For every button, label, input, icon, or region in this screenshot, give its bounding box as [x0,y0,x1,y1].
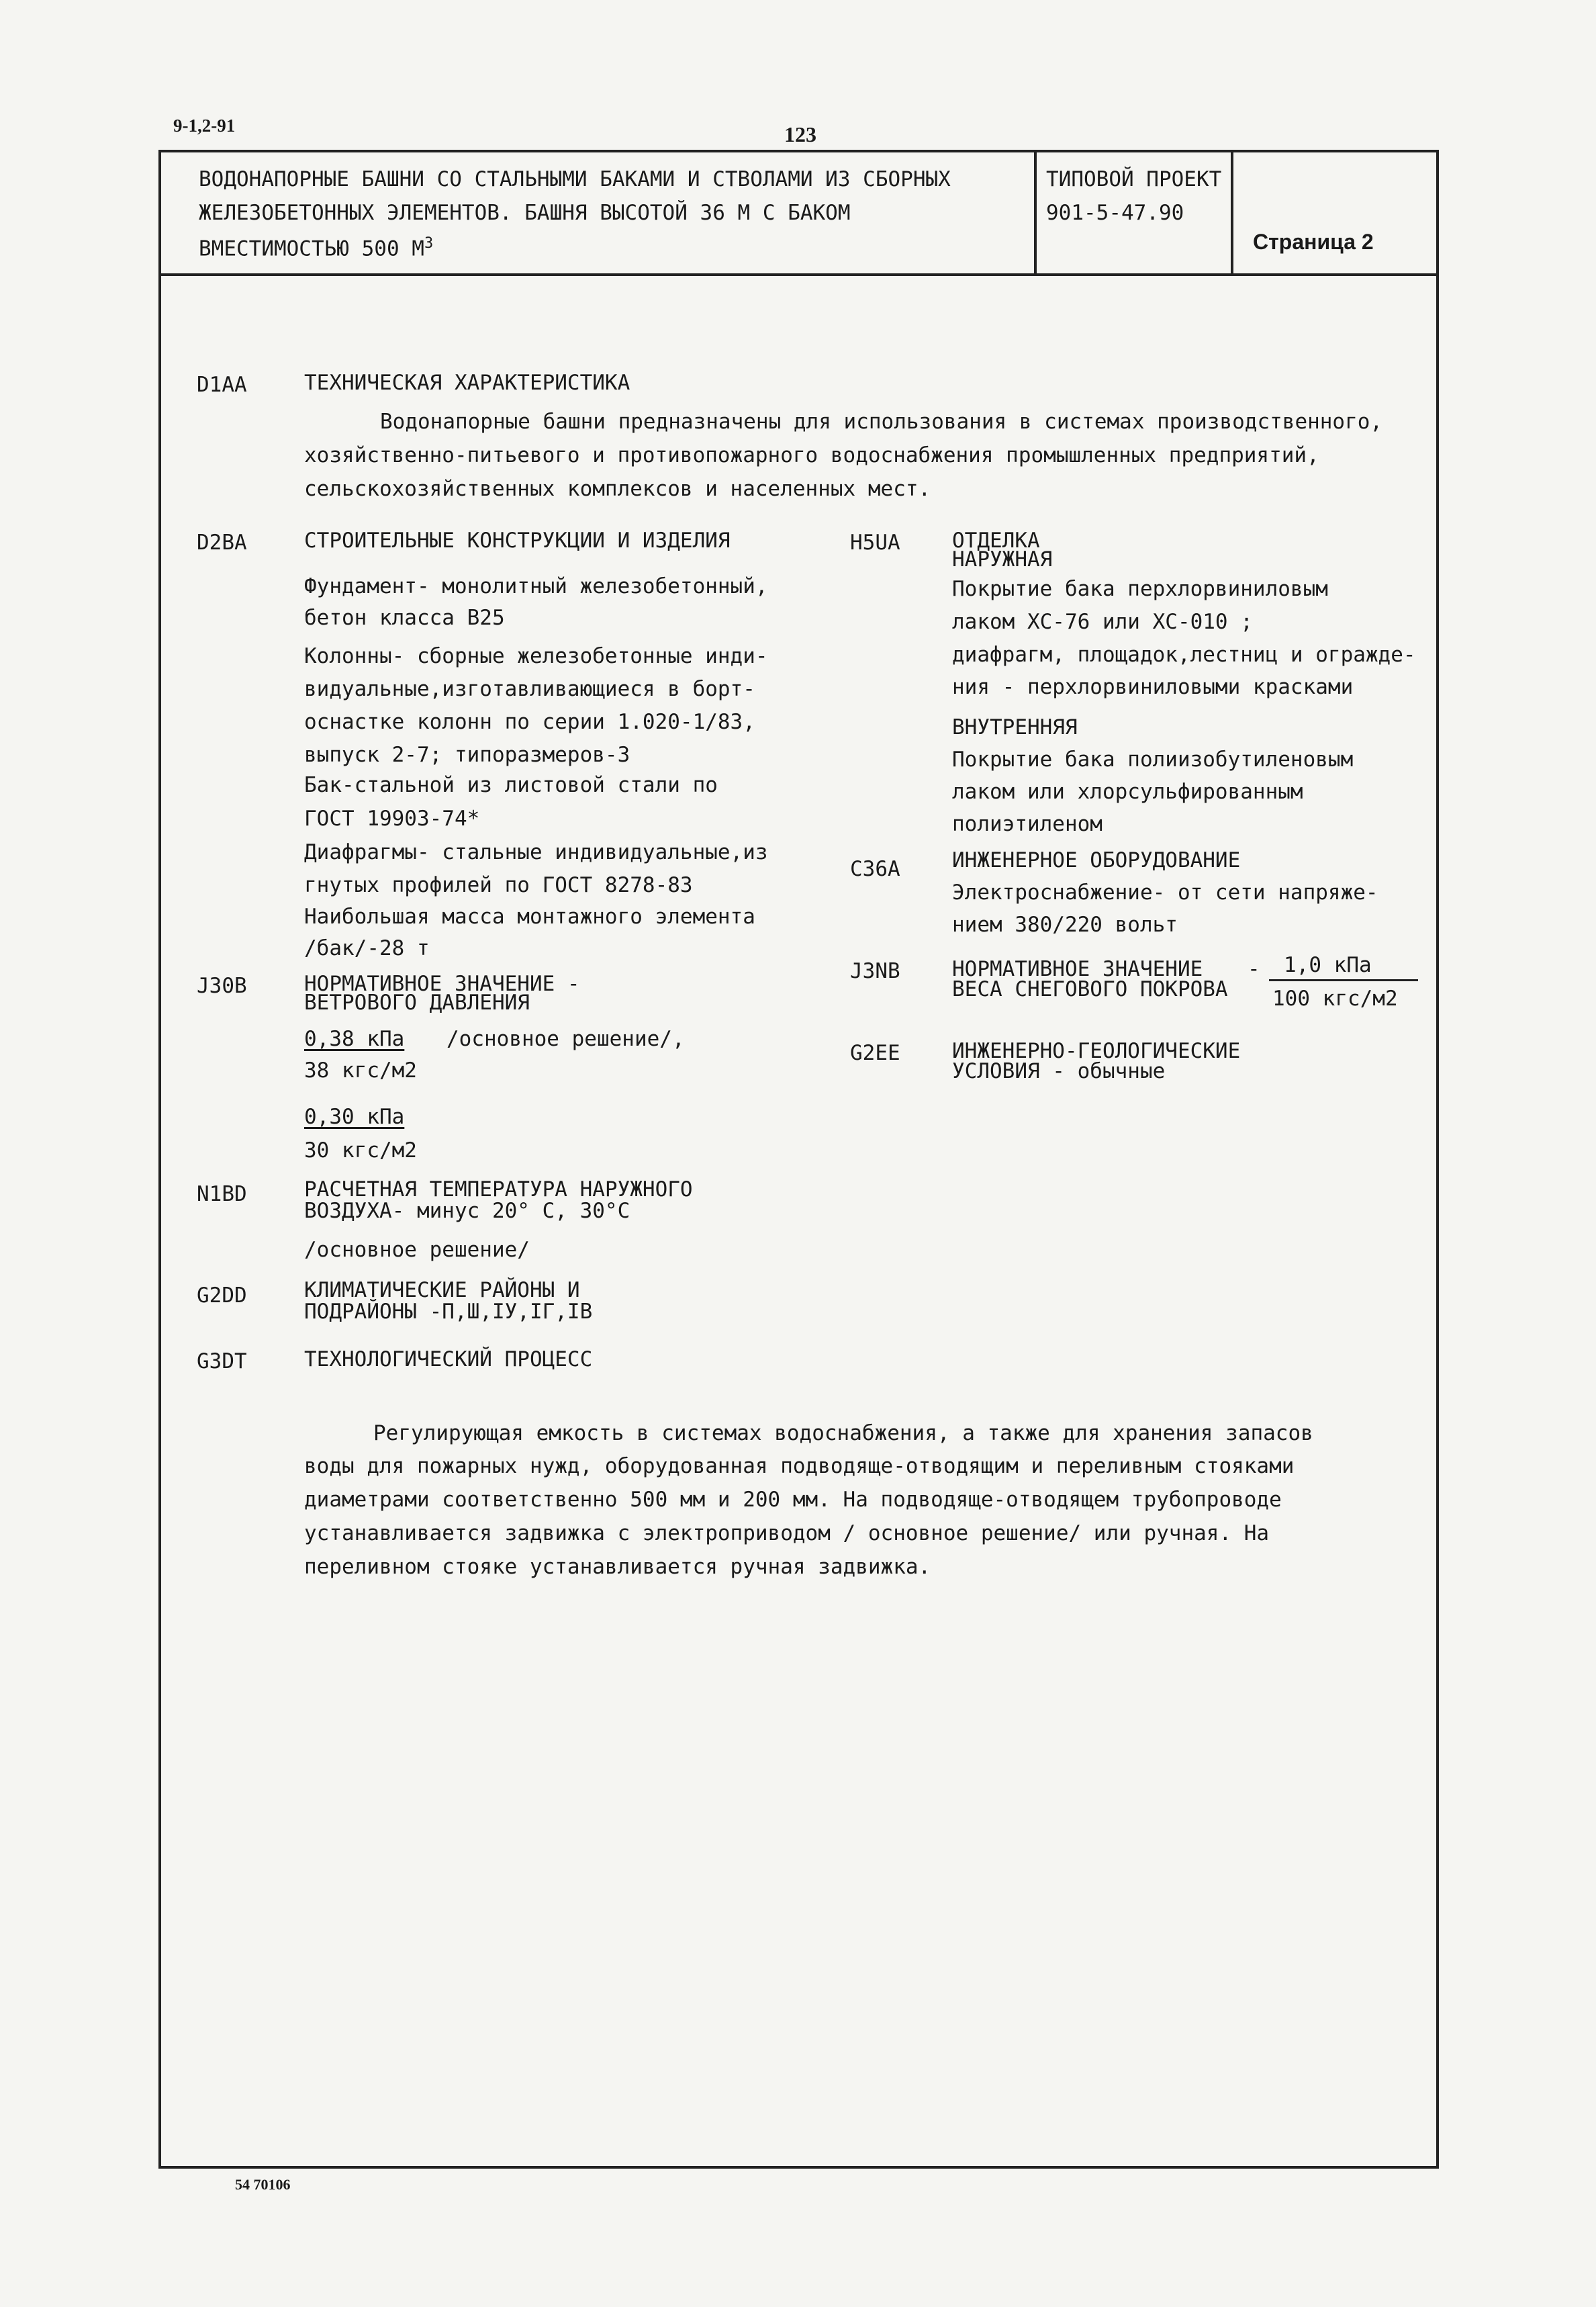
text-line: Покрытие бака полиизобутиленовым [952,748,1354,772]
text-line: /основное решение/ [304,1238,530,1262]
text-line: Бак-стальной из листовой стали по [304,773,718,797]
wind-value-main: 0,38 кПа [304,1027,405,1051]
section-code: D2BA [197,531,247,555]
project-number: 901-5-47.90 [1046,201,1184,225]
section-code: H5UA [850,531,900,555]
section-title-2: ПОДРАЙОНЫ -П,Ш,IУ,IГ,IВ [304,1300,593,1324]
footer-code: 54 70106 [235,2176,291,2193]
section-title: ТЕХНИЧЕСКАЯ ХАРАКТЕРИСТИКА [304,371,630,395]
section-title-2: УСЛОВИЯ - обычные [952,1059,1166,1083]
text-line: устанавливается задвижка с электроприводом / основное решение/ или ручная. На [304,1521,1270,1545]
section-title: КЛИМАТИЧЕСКИЕ РАЙОНЫ И [304,1278,580,1302]
text-line: ГОСТ 19903-74* [304,807,480,831]
subsection-title: ВНУТРЕННЯЯ [952,715,1078,739]
section-code: J30B [197,974,247,998]
text-line: Покрытие бака перхлорвиниловым [952,577,1328,601]
text-line: Электроснабжение- от сети напряже- [952,880,1378,905]
section-code: J3NB [850,959,900,983]
text-line: лаком или хлорсульфированным [952,780,1303,804]
text-line: нием 380/220 вольт [952,913,1178,937]
text-line: Регулирующая емкость в системах водоснабжения, а также для хранения запасов [373,1421,1313,1445]
section-title: РАСЧЕТНАЯ ТЕМПЕРАТУРА НАРУЖНОГО [304,1177,693,1202]
text-line: диаметрами соответственно 500 мм и 200 мм. На подводяще-отводящем трубопроводе [304,1488,1282,1512]
section-title-2: ВОЗДУХА- минус 20° С, 30°С [304,1199,630,1223]
wind-value-main-kgs: 38 кгс/м2 [304,1058,417,1083]
title-line-2: ЖЕЛЕЗОБЕТОННЫХ ЭЛЕМЕНТОВ. БАШНЯ ВЫСОТОЙ 36 М С БАКОМ [199,201,851,225]
text-line: воды для пожарных нужд, оборудованная подводяще-отводящим и переливным стояками [304,1454,1295,1478]
text-line: оснастке колонн по серии 1.020-1/83, [304,710,755,734]
subsection-title: НАРУЖНАЯ [952,547,1053,572]
section-title: НОРМАТИВНОЕ ЗНАЧЕНИЕ [952,957,1203,981]
section-title: ТЕХНОЛОГИЧЕСКИЙ ПРОЦЕСС [304,1347,593,1371]
section-code: G2EE [850,1041,900,1065]
text-line: Фундамент- монолитный железобетонный, [304,574,768,598]
text-line: Колонны- сборные железобетонные инди- [304,644,768,668]
section-title: СТРОИТЕЛЬНЫЕ КОНСТРУКЦИИ И ИЗДЕЛИЯ [304,529,731,553]
section-title: ИНЖЕНЕРНОЕ ОБОРУДОВАНИЕ [952,848,1241,872]
section-title: НОРМАТИВНОЕ ЗНАЧЕНИЕ - [304,972,580,996]
section-code: N1BD [197,1182,247,1206]
text-line: Наибольшая масса монтажного элемента [304,905,755,929]
title-block-divider-2 [1231,150,1233,275]
section-title: ИНЖЕНЕРНО-ГЕОЛОГИЧЕСКИЕ [952,1039,1241,1063]
section-code: G3DT [197,1349,247,1373]
title-block-bottom-rule [158,273,1439,276]
title-block-divider [1034,150,1037,275]
snow-value: 1,0 кПа [1284,953,1372,977]
text-line: Диафрагмы- стальные индивидуальные,из [304,840,768,864]
project-label: ТИПОВОЙ ПРОЕКТ [1046,167,1222,191]
title-line-1: ВОДОНАПОРНЫЕ БАШНИ СО СТАЛЬНЫМИ БАКАМИ И СТВОЛАМИ ИЗ СБОРНЫХ [199,167,951,191]
text-line: сельскохозяйственных комплексов и населенных мест. [304,477,931,501]
series-code: 9-1,2-91 [173,116,236,136]
snow-value-kgs: 100 кгс/м2 [1272,987,1398,1011]
text-line: хозяйственно-питьевого и противопожарного водоснабжения промышленных предприятий, [304,443,1319,467]
snow-dash: - [1248,957,1260,981]
text-line: видуальные,изготавливающиеся в борт- [304,677,755,701]
text-line: гнутых профилей по ГОСТ 8278-83 [304,873,693,897]
section-code: D1AA [197,373,247,397]
wind-value-alt: 0,30 кПа [304,1105,405,1129]
wind-value-alt-kgs: 30 кгс/м2 [304,1138,417,1163]
text-line: бетон класса В25 [304,606,505,630]
title-line-3: ВМЕСТИМОСТЬЮ 500 $М^3$ [199,235,434,261]
text-line: выпуск 2-7; типоразмеров-3 [304,743,630,767]
fraction-line [1269,979,1418,981]
text-line: диафрагм, площадок,лестниц и огражде- [952,643,1416,667]
page-label: Страница 2 [1253,230,1374,254]
text-line: /бак/-28 т [304,936,430,960]
text-line: полиэтиленом [952,812,1102,836]
title-superscript: 3 [424,235,434,252]
section-title-2: ВЕТРОВОГО ДАВЛЕНИЯ [304,991,530,1015]
text-line: Водонапорные башни предназначены для использования в системах производственного, [380,410,1383,434]
text-line: лаком ХС-76 или ХС-010 ; [952,610,1253,634]
section-code: G2DD [197,1283,247,1308]
wind-note: /основное решение/, [447,1027,685,1051]
section-title-2: ВЕСА СНЕГОВОГО ПОКРОВА [952,977,1228,1001]
page-number: 123 [784,122,816,146]
section-code: C36A [850,857,900,881]
text-line: ния - перхлорвиниловыми красками [952,675,1354,699]
text-line: переливном стояке устанавливается ручная задвижка. [304,1555,931,1579]
section-title: ОТДЕЛКА [952,529,1040,553]
